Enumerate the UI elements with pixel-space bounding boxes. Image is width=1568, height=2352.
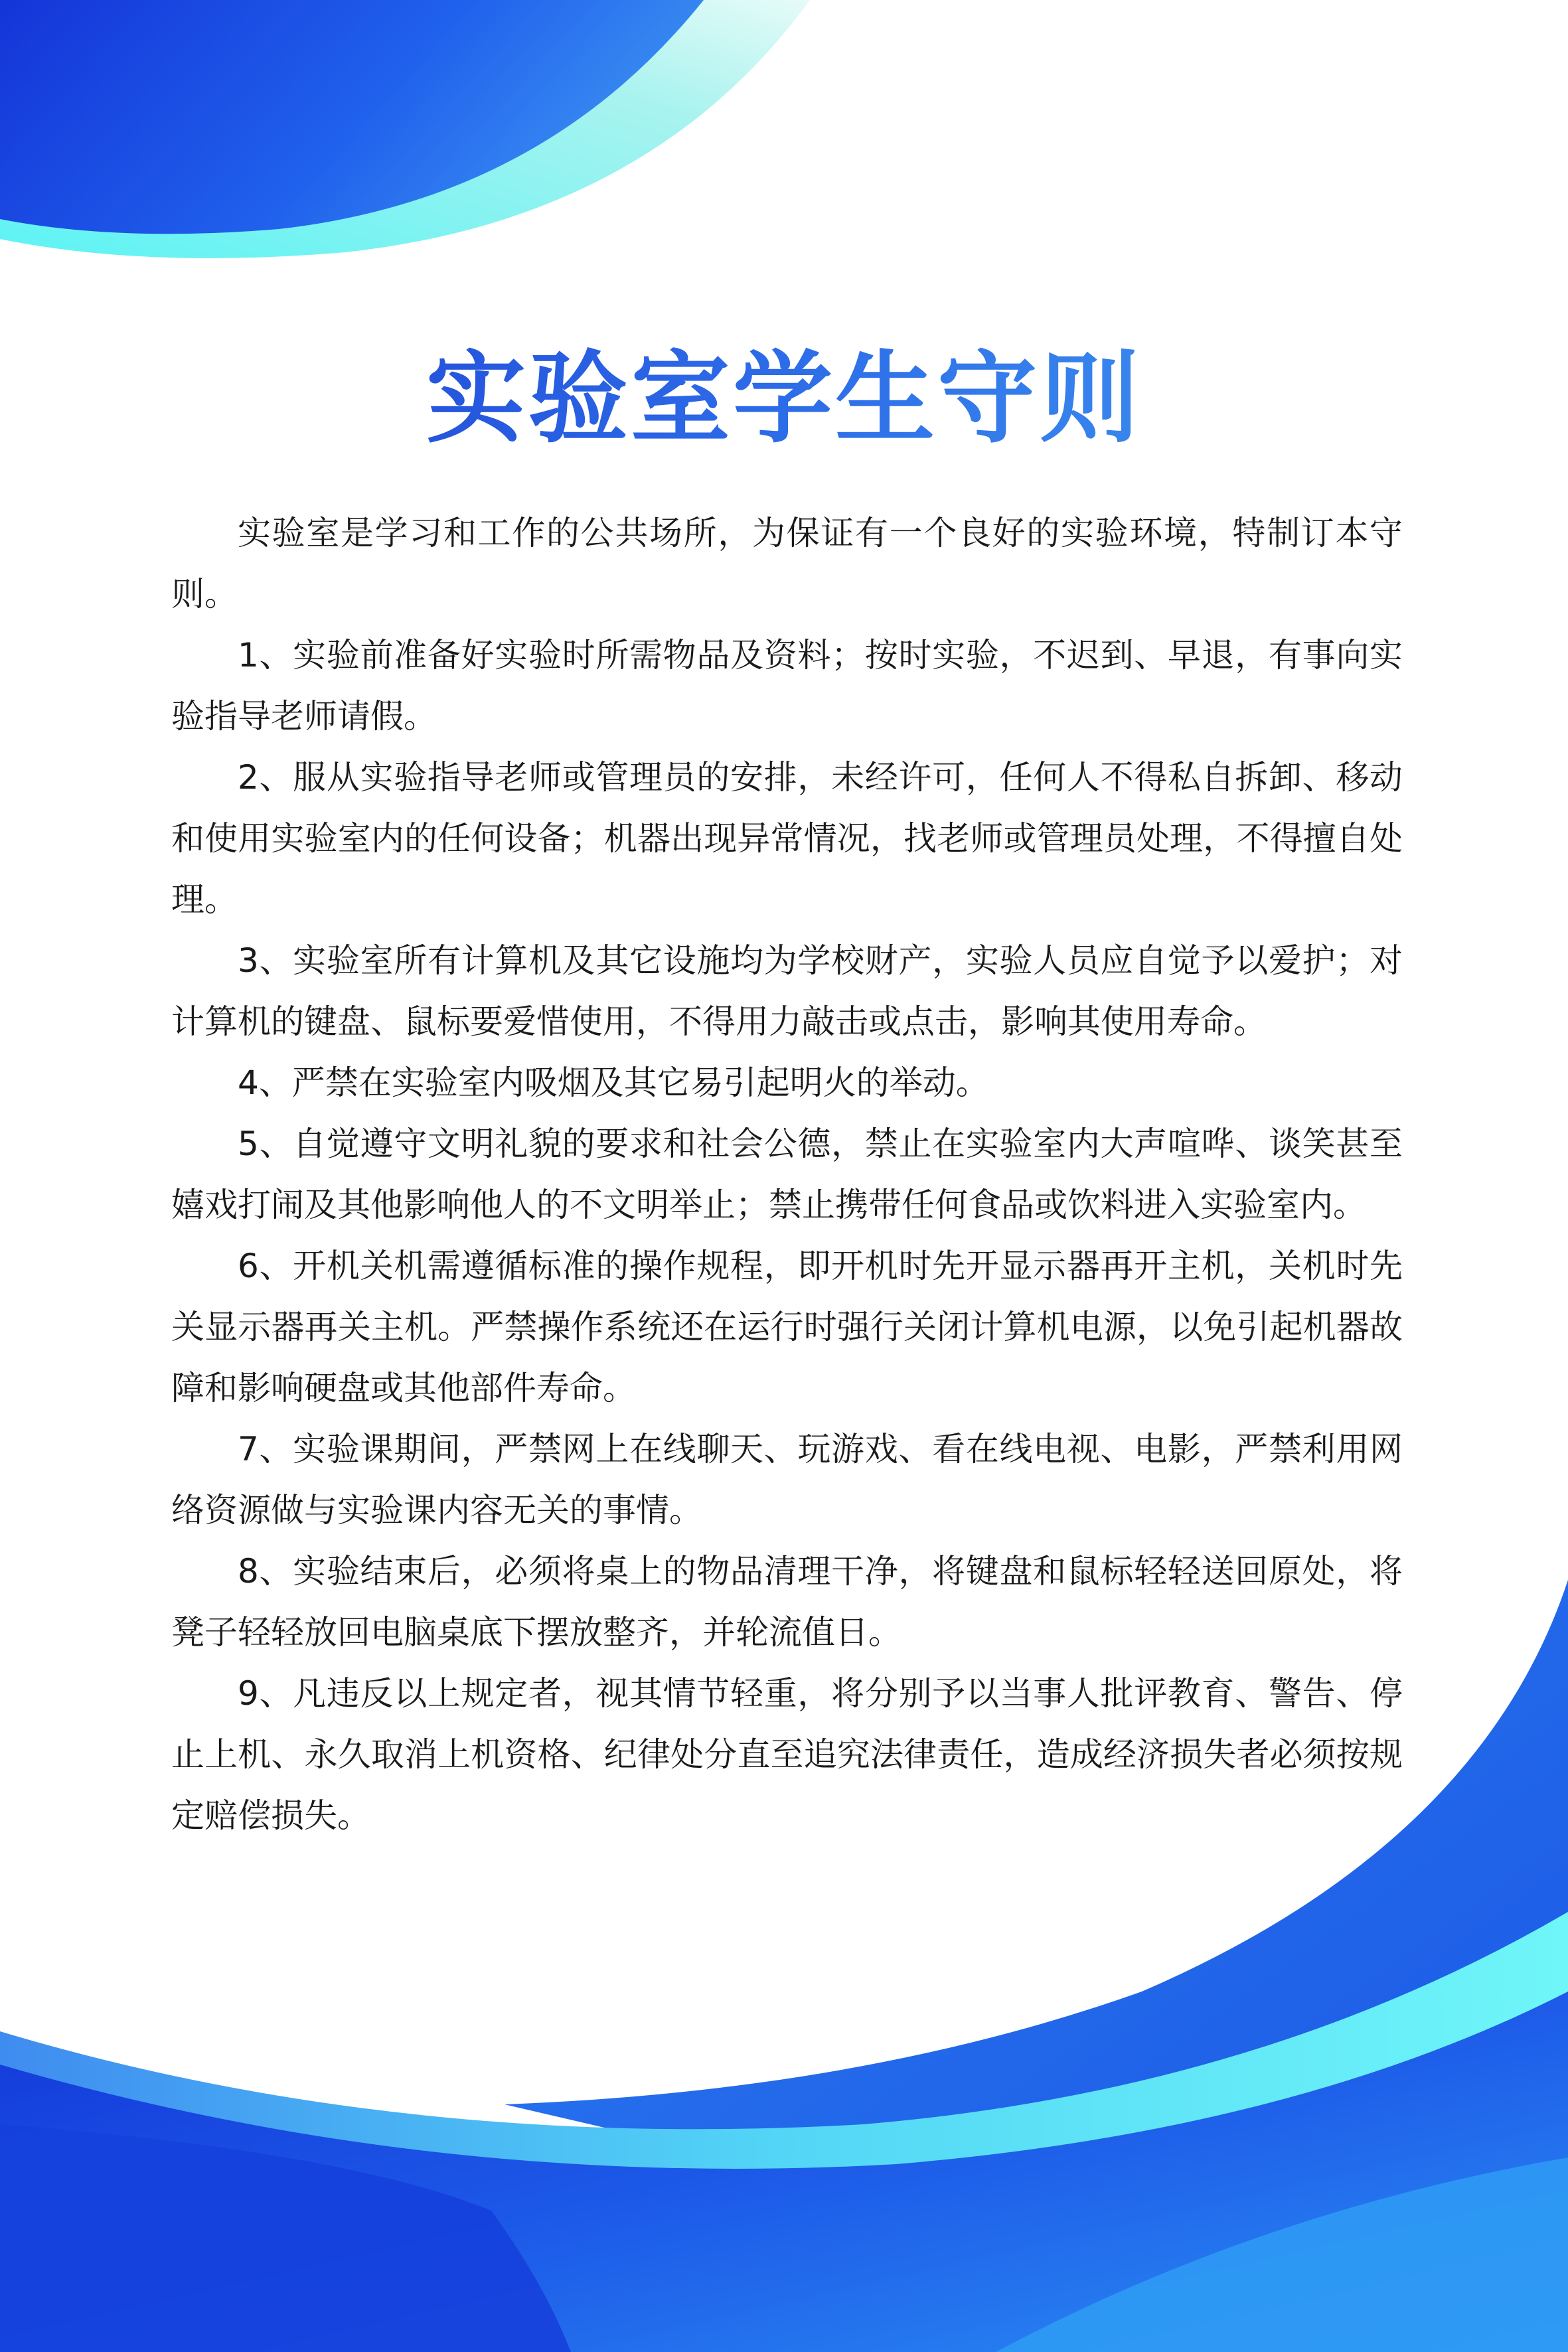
intro-paragraph: 实验室是学习和工作的公共场所，为保证有一个良好的实验环境，特制订本守则。 [171,514,1403,613]
rules-body [171,503,1403,1846]
rule-paragraph: 1、实验前准备好实验时所需物品及资料；按时实验，不迟到、早退，有事向实验指导老师请假。 [171,636,1403,736]
rule-paragraph: 8、实验结束后，必须将桌上的物品清理干净，将键盘和鼠标轻轻送回原处，将凳子轻轻放回电脑桌底下摆放整齐，并轮流值日。 [171,1552,1403,1652]
page-title: 实验室学生守则 [0,332,1568,465]
rule-paragraph: 7、实验课期间，严禁网上在线聊天、玩游戏、看在线电视、电影，严禁利用网络资源做与实验课内容无关的事情。 [171,1430,1403,1529]
rule-paragraph: 5、自觉遵守文明礼貌的要求和社会公德，禁止在实验室内大声喧哗、谈笑甚至嬉戏打闹及其他影响他人的不文明举止；禁止携带任何食品或饮料进入实验室内。 [171,1125,1403,1224]
rule-paragraph: 2、服从实验指导老师或管理员的安排，未经许可，任何人不得私自拆卸、移动和使用实验室内的任何设备；机器出现异常情况，找老师或管理员处理，不得擅自处理。 [171,758,1403,919]
rule-paragraph: 6、开机关机需遵循标准的操作规程，即开机时先开显示器再开主机，关机时先关显示器再关主机。严禁操作系统还在运行时强行关闭计算机电源，以免引起机器故障和影响硬盘或其他部件寿命。 [171,1247,1403,1407]
rule-paragraph: 9、凡违反以上规定者，视其情节轻重，将分别予以当事人批评教育、警告、停止上机、永久取消上机资格、纪律处分直至追究法律责任，造成经济损失者必须按规定赔偿损失。 [171,1674,1403,1835]
rule-paragraph: 4、严禁在实验室内吸烟及其它易引起明火的举动。 [238,1063,989,1102]
rule-paragraph: 3、实验室所有计算机及其它设施均为学校财产，实验人员应自觉予以爱护；对计算机的键盘、鼠标要爱惜使用，不得用力敲击或点击，影响其使用寿命。 [171,941,1403,1041]
